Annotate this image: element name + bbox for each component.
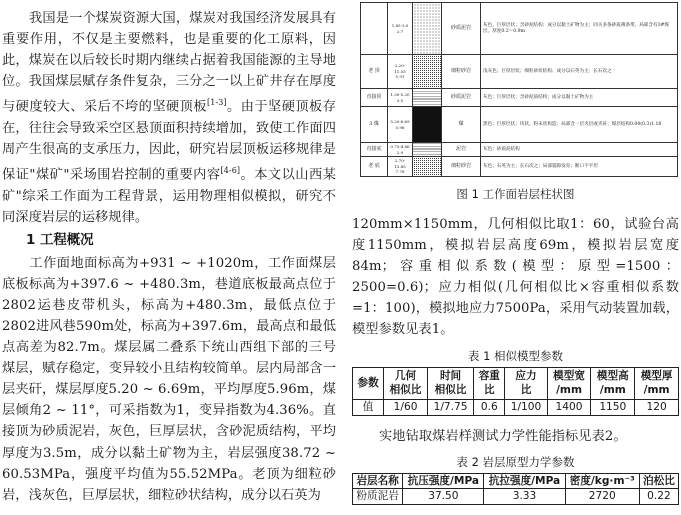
model-paragraph: 120mm×1150mm，几何相似比取1：60，试验台高度1150mm，模拟岩层高度69m，模拟岩层宽度84m；容重相似系数(模型：原型=1500：2500=0.6)；应力相似(几何相似比×容重相似系数=1：100)，模拟地应力7500Pa，采用气动装置加载，模型参数见表1。 [352,217,679,338]
table-header-cell: 应力 比 [505,367,547,399]
strata-lithology: 泥岩 [442,143,481,157]
strata-thickness: 2.20-11.55 5.91 [388,55,413,89]
test-paragraph: 实地钻取煤岩样测试力学性能指标见表2。 [379,428,627,444]
strata-row [361,3,678,55]
table-cell: 1150 [591,399,635,415]
strata-name: 3 煤 [361,107,388,143]
table2-caption: 表 2 岩层原型力学参数 [456,454,575,469]
strata-description: 灰色；砂质泥结构 [481,143,678,157]
table-cell: 2720 [565,488,639,504]
table-header-cell: 时间 相似比 [427,367,473,399]
strata-lithology: 细粒砂岩 [442,157,481,177]
strata-name: 直接底 [361,143,388,157]
table-row [353,399,679,415]
table-header-cell: 抗压强度/MPa [403,473,484,488]
strata-figure [352,0,679,201]
table-header-cell: 几何 相似比 [384,367,428,399]
strata-lithology: 砂质泥岩 [442,89,481,107]
strata-name: 老 顶 [361,55,388,89]
table-row [353,488,679,504]
right-column [352,0,679,505]
citation: [1-3] [207,98,227,108]
table-header-cell: 容重 比 [474,367,505,399]
table1-caption: 表 1 相似模型参数 [467,348,564,363]
strata-pattern [413,107,442,143]
table-header-row [353,367,679,399]
table-header-cell: 泊松比 [639,473,678,488]
strata-column-table [360,2,678,177]
table-cell: 1/100 [505,399,547,415]
table-header-cell: 模型宽 /mm [547,367,591,399]
strata-lithology: 煤 [442,107,481,143]
table-cell: 37.50 [403,488,484,504]
strata-description: 灰色；石英为主；长石次之；局部裂隙发育；断口不平坦 [481,157,678,177]
table-cell: 粉质泥岩 [353,488,403,504]
strata-description: 黑色；巨厚层状；块状、粉末状构造；局部含一层夹层或夹矸；煤层结构0.04(0.3)1.18 [481,107,678,143]
strata-row [361,55,678,89]
section-heading: 1 工程概况 [26,232,94,248]
overview-paragraph: 工作面地面标高为+931 ~ +1020m，工作面煤层底板标高为+397.6 ~ +480.3m，巷道底板最高点位于2802运巷皮带机头，标高为+480.3m，最低点位于2802进风巷590m处，标高为+397.6m，最高点和最低点高差为82.7m。煤层属二叠系下统山西组下部的三号煤层，赋存稳定，变异较小且结构较简单。层内局部含一层夹矸，煤层厚度5.20 ~ 6.69m，平均厚度5.96m，煤层倾角2 ~ 11°，可采指数为1，变异指数为4.36%。直接顶为砂质泥岩，灰色，巨厚层状，含砂泥质结构，平均厚度为3.5m，成分以黏土矿物为主，岩层强度38.72 ~ 60.53MPa，强度平均值为55.52MPa。老顶为细粒砂岩，浅灰色，巨厚层状，细粒砂状结构，成分以石英为 [2,255,336,503]
strata-row [361,143,678,157]
table-cell: 1/7.75 [427,399,473,415]
strata-pattern [413,143,442,157]
strata-name [361,3,388,55]
strata-description: 灰色；巨厚层状；含砂泥质结构；成分以黏土矿物为主 [481,89,678,107]
table-cell: 1/60 [384,399,428,415]
table1-model-parameters [352,367,679,416]
strata-description: 灰色，巨厚层状；含砂泥结构；成分以黏土矿物为主；同关多条砂质薄条带。局部含有3#煤层。厚度0.2～0.9m [481,3,678,55]
table-cell: 120 [635,399,679,415]
strata-thickness: 1.30-5.20 3.5 [388,89,413,107]
strata-lithology: 砂质泥岩 [442,3,481,55]
strata-row [361,157,678,177]
table2-rock-parameters [352,473,679,505]
table-cell: 3.33 [484,488,565,504]
table-header-cell: 密度/kg·m⁻³ [565,473,639,488]
intro-paragraph: 我国是一个煤炭资源大国，煤炭对我国经济发展具有重要作用，不仅是主要燃料，也是重要的化工原料，因此，煤炭在以后较长时期内继续占据着我国能源的主导地位。我国煤层赋存条件复杂，三分之一以上矿井存在厚度与硬度较大、采后不垮的坚硬顶板[1-3]。由于坚硬顶板存在，往往会导致采空区悬顶面积持续增加，致使工作面四周产生很高的支承压力，因此，研究岩层顶板运移规律是保证"煤矿"采场围岩控制的重要内容[4-6]。本文以山西某矿"综采工作面为工程背景，运用物理相似模拟，研究不同深度岩层的运移规律。 [2,11,336,225]
table-header-cell: 模型高 /mm [591,367,635,399]
strata-row [361,89,678,107]
strata-thickness: 0.75-4.86 2.9 [388,143,413,157]
strata-name: 老 底 [361,157,388,177]
strata-pattern [413,55,442,89]
table-cell: 值 [353,399,384,415]
strata-thickness: 1.85-3.0 2.7 [388,3,413,55]
table-header-cell: 岩层名称 [353,473,403,488]
table-header-cell: 抗拉强度/MPa [484,473,565,488]
left-column [2,0,336,506]
table-cell: 1400 [547,399,591,415]
strata-row [361,107,678,143]
table-cell: 0.22 [639,488,678,504]
strata-description: 浅灰色；巨厚层状；细粒砂状结构；成分以石英为主；长石次之 [481,55,678,89]
table-cell: 0.6 [474,399,505,415]
strata-thickness: 5.20-6.69 5.96 [388,107,413,143]
table-header-cell: 模型厚 /mm [635,367,679,399]
table-header-row [353,473,679,488]
figure-caption: 图 1 工作面岩层柱状图 [456,187,575,201]
strata-pattern [413,3,442,55]
strata-pattern [413,89,442,107]
table-header-cell: 参数 [353,367,384,399]
strata-thickness: 2.70-13.85 7.78 [388,157,413,177]
strata-pattern [413,157,442,177]
strata-name: 直接顶 [361,89,388,107]
strata-lithology: 细粒砂岩 [442,55,481,89]
citation: [4-6] [220,166,241,176]
